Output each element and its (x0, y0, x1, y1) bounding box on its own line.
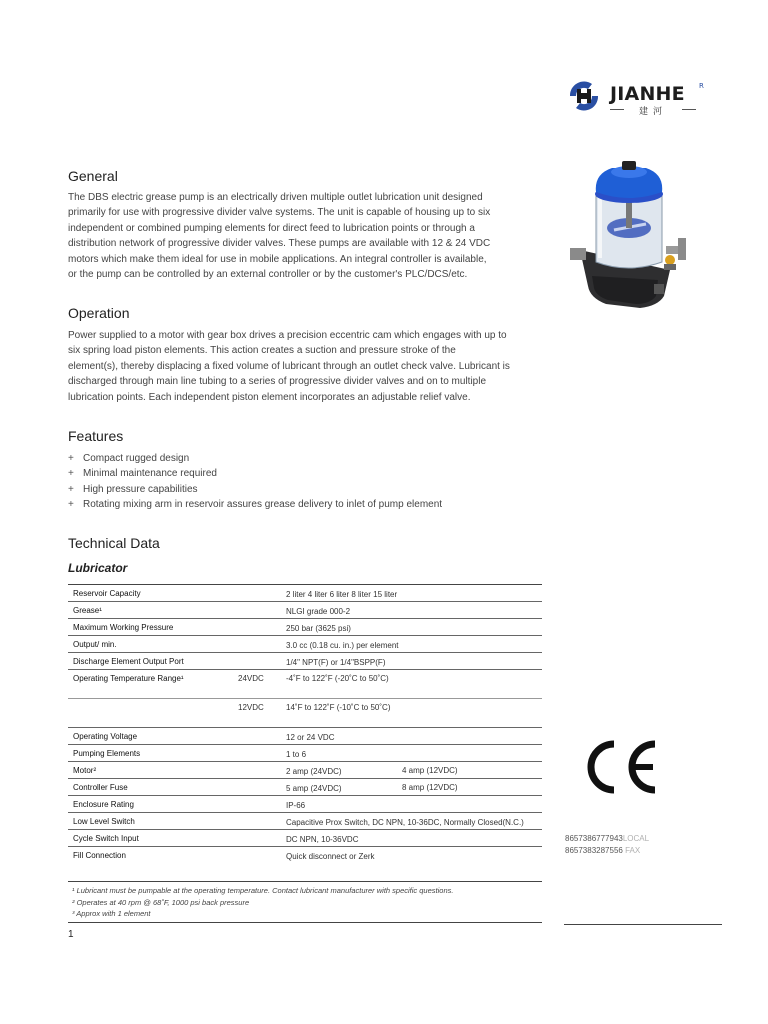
row-label: Output/ min. (73, 640, 117, 649)
table-row (68, 813, 542, 830)
operation-line: six spring load piston elements. This action creates a suction and pressure stroke of the (68, 345, 456, 357)
operation-line: Power supplied to a motor with gear box drives a precision eccentric cam which engages with up to (68, 330, 507, 341)
row-value: -4˚F to 122˚F (-20˚C to 50˚C) (286, 674, 389, 683)
table-row (68, 619, 542, 636)
row-value: 12 or 24 VDC (286, 733, 335, 742)
table-row (68, 636, 542, 653)
general-line: independent or combined pumping elements for direct feed to lubrication points or through a (68, 222, 475, 234)
row-value: 14˚F to 122˚F (-10˚C to 50˚C) (286, 703, 391, 712)
table-row (68, 830, 542, 847)
row-label: Pumping Elements (73, 749, 141, 758)
general-line: motors which make them ideal for use in mobile applications. An integral controller is available, (68, 253, 487, 265)
brand-logo (566, 80, 716, 117)
technical-heading: Technical Data (68, 535, 160, 551)
general-paragraph (68, 190, 543, 282)
general-line: The DBS electric grease pump is an electrically driven multiple outlet lubrication unit designed (68, 192, 483, 203)
table-row (68, 728, 542, 745)
row-label: Cycle Switch Input (73, 834, 139, 843)
row-value: 1 to 6 (286, 750, 307, 759)
row-label: Controller Fuse (73, 783, 128, 792)
footnote-2: ² Operates at 40 rpm @ 68˚F, 1000 psi back pressure (72, 897, 250, 907)
brand-mark-icon (566, 81, 602, 111)
row-label: Grease¹ (73, 606, 102, 615)
lubricator-subheading: Lubricator (68, 561, 128, 575)
operation-paragraph (68, 328, 543, 405)
footnote-1: ¹ Lubricant must be pumpable at the operating temperature. Contact lubricant manufacturer with specific questions. (72, 886, 454, 895)
row-value-secondary: 4 amp (12VDC) (402, 766, 458, 775)
row-label: Low Level Switch (73, 817, 135, 826)
list-item (68, 497, 442, 512)
right-column-rule (564, 924, 722, 925)
table-row (68, 602, 542, 619)
ce-mark-icon (581, 738, 661, 796)
brand-chinese-name: 建河 (610, 104, 696, 117)
row-sublabel: 12VDC (238, 703, 264, 712)
row-label: Reservoir Capacity (73, 589, 141, 598)
footnote-top-rule (68, 881, 542, 882)
row-value: 1/4" NPT(F) or 1/4"BSPP(F) (286, 658, 386, 667)
operation-line: element(s), thereby displacing a fixed volume of lubricant through an outlet check valve. Lubricant is (68, 360, 510, 372)
table-row (68, 585, 542, 602)
contact-block (565, 833, 649, 856)
table-row (68, 699, 542, 728)
table-row (68, 796, 542, 813)
operation-line: discharged through main line tubing to a series of progressive divider valves and on to multiple (68, 376, 487, 388)
feature-text: Minimal maintenance required (83, 468, 217, 480)
table-row (68, 745, 542, 762)
fax-number: 8657383287556 (565, 845, 623, 855)
general-heading: General (68, 168, 118, 184)
footnote-bottom-rule (68, 922, 542, 923)
table-row (68, 762, 542, 779)
row-value: IP-66 (286, 801, 306, 810)
pump-product-image (566, 158, 704, 312)
list-item (68, 466, 442, 481)
bullet-plus: + (68, 483, 74, 495)
fax-line (565, 845, 649, 857)
row-label: Discharge Element Output Port (73, 657, 184, 666)
table-row (68, 847, 542, 864)
page-number: 1 (68, 929, 74, 940)
fax-label: FAX (625, 845, 641, 855)
row-label: Maximum Working Pressure (73, 623, 174, 632)
bullet-plus: + (68, 453, 74, 464)
row-label: Enclosure Rating (73, 800, 134, 809)
row-value-secondary: 8 amp (12VDC) (402, 783, 458, 792)
registered-mark: R (699, 82, 704, 90)
row-sublabel: 24VDC (238, 674, 264, 683)
operation-heading: Operation (68, 305, 130, 321)
row-value: 2 liter 4 liter 6 liter 8 liter 15 liter (286, 590, 398, 599)
feature-text: High pressure capabilities (83, 483, 198, 495)
row-value: Capacitive Prox Switch, DC NPN, 10-36DC, Normally Closed(N.C.) (286, 818, 524, 827)
general-line: or the pump can be controlled by an external controller or by the customer's PLC/DCS/etc. (68, 269, 468, 281)
table-row (68, 670, 542, 699)
row-value: 250 bar (3625 psi) (286, 624, 351, 633)
row-label: Fill Connection (73, 851, 126, 860)
bullet-plus: + (68, 499, 74, 511)
feature-text: Compact rugged design (83, 453, 190, 464)
table-row (68, 653, 542, 670)
row-value: 2 amp (24VDC) (286, 767, 342, 776)
row-value: 5 amp (24VDC) (286, 784, 342, 793)
row-label: Operating Voltage (73, 732, 138, 741)
row-value: DC NPN, 10-36VDC (286, 835, 359, 844)
phone-line (565, 833, 649, 845)
table-row (68, 779, 542, 796)
general-line: distribution network of progressive divider valves. These pumps are available with 12 & 24 VDC (68, 238, 491, 250)
list-item (68, 482, 442, 497)
feature-text: Rotating mixing arm in reservoir assures grease delivery to inlet of pump element (83, 499, 443, 511)
spec-table (68, 584, 542, 864)
list-item (68, 451, 442, 466)
brand-name: JIANHE (610, 83, 685, 105)
features-list (68, 451, 442, 513)
footnotes (72, 885, 453, 920)
features-heading: Features (68, 428, 124, 444)
row-value: Quick disconnect or Zerk (286, 852, 375, 861)
phone-number: 8657386777943 (565, 834, 623, 843)
bullet-plus: + (68, 468, 74, 480)
general-line: primarily for use with progressive divider valve systems. The unit is capable of housing up to six (68, 207, 491, 219)
row-label: Operating Temperature Range¹ (73, 674, 184, 683)
operation-line: lubrication points. Each independent piston element incorporates an adjustable relief valve. (68, 391, 471, 403)
footnote-3: ³ Approx with 1 element (72, 909, 151, 918)
row-value: NLGI grade 000-2 (286, 607, 351, 616)
row-label: Motor² (73, 766, 97, 775)
phone-label: LOCAL (622, 834, 650, 843)
row-value: 3.0 cc (0.18 cu. in.) per element (286, 641, 399, 650)
